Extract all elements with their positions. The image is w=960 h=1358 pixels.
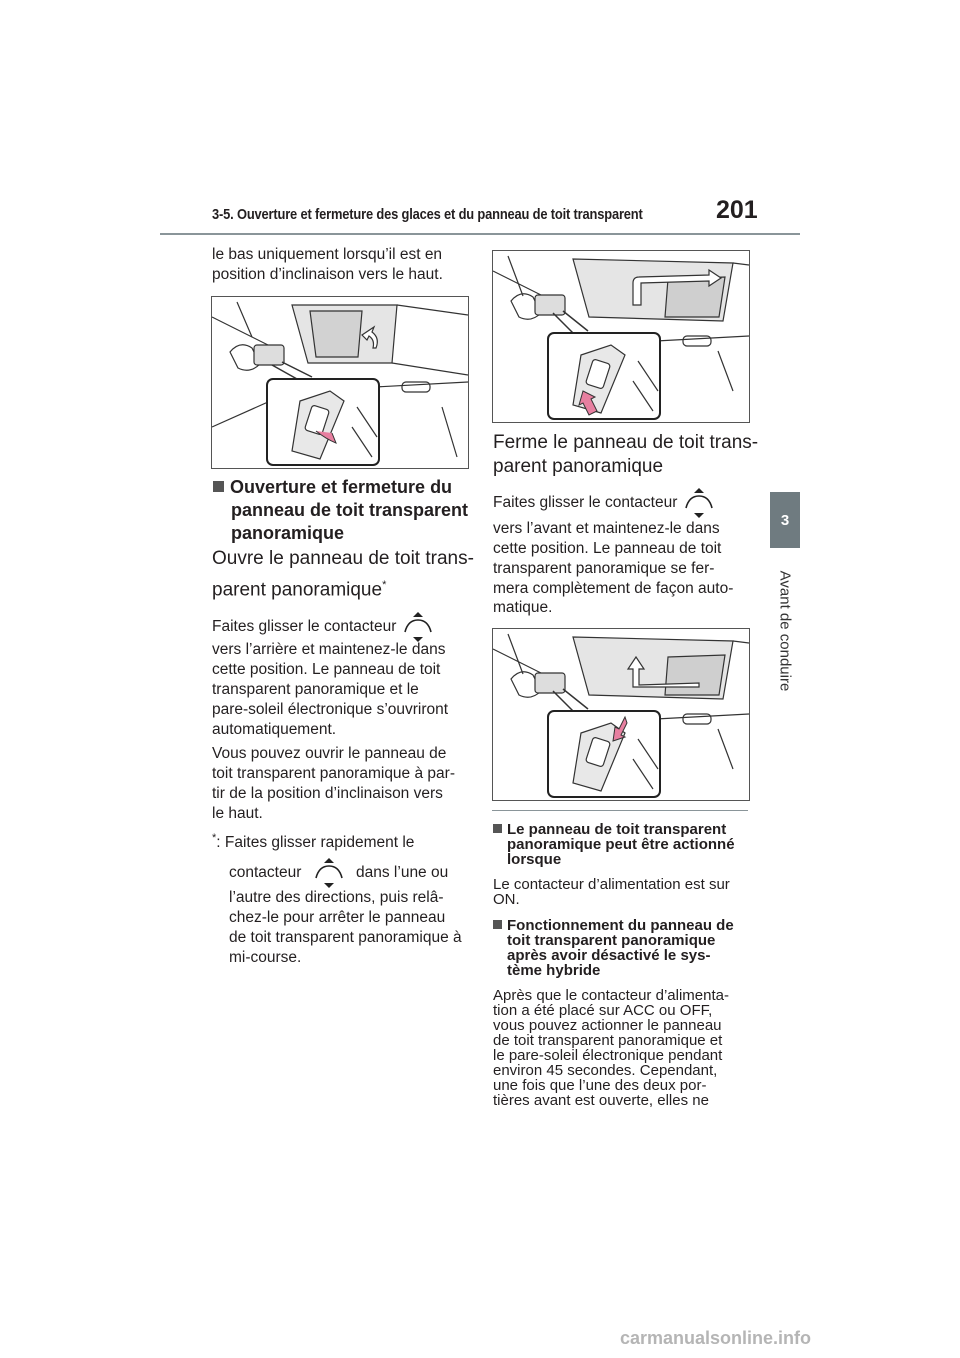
footnote-line-1: *: Faites glisser rapidement le [212,832,415,852]
heading-line-2: panneau de toit transparent [231,500,469,520]
note1-text-line-2: ON. [493,891,520,908]
section-heading [213,476,468,545]
intro-line-1: le bas uniquement lorsqu’il est en [212,246,443,263]
square-bullet-icon-3 [493,920,502,929]
note2-heading-line-4: tème hybride [507,962,601,979]
open-title-line-2: parent panoramique* [212,579,387,601]
chapter-number: 3 [780,511,790,529]
slide-switch-icon-3 [682,488,716,518]
note1-heading [493,822,735,867]
para-line-3: tir de la position d’inclinaison vers [212,785,443,802]
figure-tilt-switch-drawing [212,297,468,468]
note1-heading-line-2: panoramique peut être actionné [507,836,735,853]
note2-text-line-4: de toit transparent panoramique et [493,1032,723,1049]
note2-text [493,988,729,1108]
header-rule [160,233,800,235]
heading-line-1: Ouverture et fermeture du [213,476,468,499]
note2-text-line-6: environ 45 secondes. Cependant, [493,1062,718,1079]
close-instr-line-6: matique. [493,599,553,616]
open-instr-line-6: automatiquement. [212,721,337,738]
note1-text-line-1: Le contacteur d’alimentation est sur [493,876,730,893]
footnote-line-5: de toit transparent panoramique à [229,929,462,946]
note2-text-line-5: le pare-soleil électronique pendant [493,1047,723,1064]
figure-close-switch [492,628,750,801]
note2-heading-line-2: toit transparent panoramique [507,932,716,949]
note1-heading-line-3: lorsque [507,851,562,868]
open-instr-line-3: cette position. Le panneau de toit [212,661,441,678]
close-instr-line-5: mera complètement de façon auto- [493,580,734,597]
close-title-line-1: Ferme le panneau de toit trans- [493,432,759,453]
open-title-line-1: Ouvre le panneau de toit trans- [212,548,474,569]
footnote-line-3: l’autre des directions, puis relâ- [229,889,444,906]
para-line-4: le haut. [212,805,263,822]
close-instr-line-3: cette position. Le panneau de toit [493,540,722,557]
watermark: carmanualsonline.info [620,1328,812,1348]
close-title-line-2: parent panoramique [493,456,664,477]
note2-text-line-7: une fois que l’une des deux por- [493,1077,707,1094]
note2-heading-line-3: après avoir désactivé le sys- [507,947,711,964]
square-bullet-icon [213,481,224,492]
intro-line-2: position d’inclinaison vers le haut. [212,266,443,283]
chapter-label-text: Avant de conduire [776,570,794,692]
chapter-label [768,561,802,701]
close-instr-line-2: vers l’avant et maintenez-le dans [493,520,720,537]
note2-text-line-1: Après que le contacteur d’alimenta- [493,987,729,1004]
para-line-2: toit transparent panoramique à par- [212,765,455,782]
footnote-star: * [212,832,217,844]
note2-text-line-2: tion a été placé sur ACC ou OFF, [493,1002,713,1019]
para-line-1: Vous pouvez ouvrir le panneau de [212,745,447,762]
note2-heading [493,918,734,978]
note2-text-line-8: tières avant est ouverte, elles ne [493,1092,709,1109]
footnote-line-6: mi-course. [229,949,302,966]
footnote-line-4: chez-le pour arrêter le panneau [229,909,446,926]
slide-switch-icon [401,612,435,642]
open-title-star: * [382,579,387,591]
open-instr-line-5: pare-soleil électronique s’ouvriront [212,701,449,718]
close-instr-line-4: transparent panoramique se fer- [493,560,715,577]
note2-text-line-3: vous pouvez actionner le panneau [493,1017,722,1034]
footnote-line-2: contacteur dans l’une ou [229,858,448,888]
figure-close-switch-drawing [493,629,749,800]
figure-tilt-switch [211,296,469,469]
close-instr-line-1: Faites glisser le contacteur [493,488,716,518]
square-bullet-icon-2 [493,824,502,833]
open-instr-line-4: transparent panoramique et le [212,681,419,698]
page-number: 201 [716,196,758,224]
note1-heading-line-1: Le panneau de toit transparent [493,822,735,837]
heading-line-3: panoramique [231,523,345,543]
figure-open-switch-drawing [493,251,749,422]
open-instr-line-2: vers l’arrière et maintenez-le dans [212,641,446,658]
note2-heading-line-1: Fonctionnement du panneau de [493,918,734,933]
slide-switch-icon-2 [312,858,346,888]
figure-open-switch [492,250,750,423]
open-instr-line-1: Faites glisser le contacteur [212,612,435,642]
section-title: 3-5. Ouverture et fermeture des glaces et du panneau de toit transparent [212,206,643,223]
notes-separator [492,810,748,811]
note1-text [493,877,730,907]
chapter-tab [770,492,800,548]
